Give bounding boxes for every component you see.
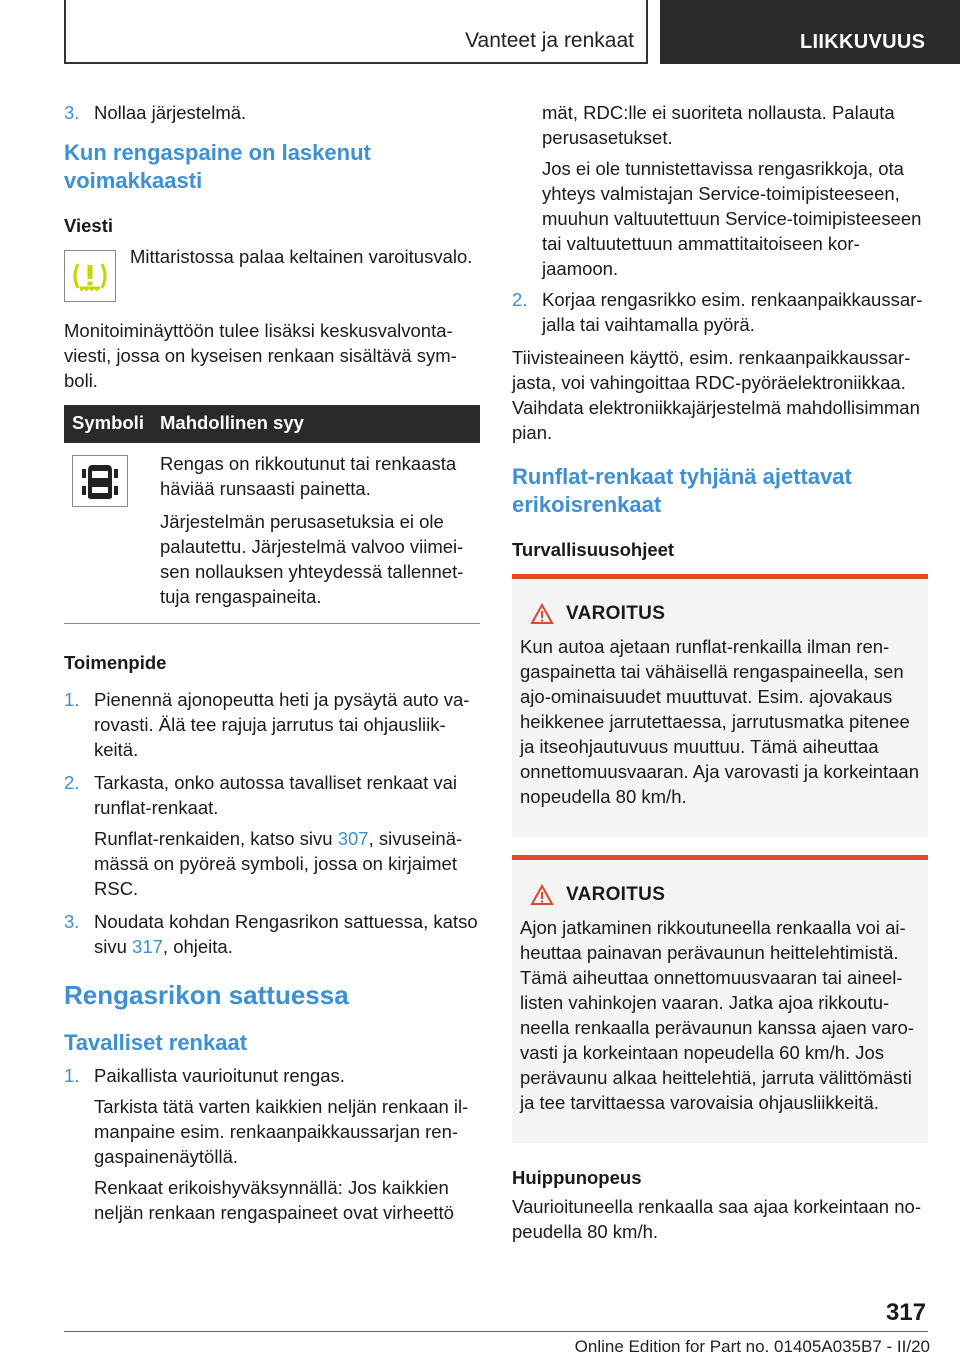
list-item <box>64 909 480 959</box>
warning-box <box>512 574 928 837</box>
list-number: 1. <box>64 1065 80 1086</box>
table-cell-cause <box>152 443 480 624</box>
message-row <box>64 246 480 302</box>
list-text: Tarkasta, onko autossa tavalliset renkaat vai runflat-renkaat. <box>94 772 457 818</box>
list-item <box>64 1063 480 1225</box>
text-fragment: Runflat-renkaiden, katso sivu <box>94 828 338 849</box>
list-number: 3. <box>64 102 80 123</box>
list-number: 3. <box>64 911 80 932</box>
list-item-continued <box>512 100 928 281</box>
table-row <box>64 443 480 624</box>
tpms-warning-icon <box>64 250 116 302</box>
edition-text: Online Edition for Part no. 01405A035B7 - II/20 <box>574 1337 930 1356</box>
warning-title: VAROITUS <box>566 603 666 624</box>
car-tire-icon <box>72 455 128 507</box>
left-column <box>64 100 480 1233</box>
warning-header <box>520 882 920 907</box>
cause-text-2: Järjestelmän perusasetuksia ei ole palautettu. Järjestelmä valvoo viimeisen nollauksen yhteydessä tallennettuja rengaspaineita. <box>160 511 464 607</box>
subheading-safety: Turvallisuusohjeet <box>512 539 675 560</box>
maxspeed-text: Vaurioituneella renkaalla saa ajaa korkeintaan nopeudella 80 km/h. <box>512 1196 921 1242</box>
warning-text: Ajon jatkaminen rikkoutuneella renkaalla voi aiheuttaa painavan perävaunun heittelehtimistä. Tämä aiheuttaa onnettomuusvaaran tai aineellisten vahinkojen vaaran. Jatka ajoa rikkoutuneella renkaalla perävaunun kanssa ajaen varovasti ja korkeintaan nopeudella 60 km/h. Jos perävaunu alkaa heittelehtiä, jarruta välittömästi ja tee tarvittaessa varovaisia ohjausliikkeitä. <box>520 917 914 1113</box>
text-fragment: Noudata kohdan Rengasrikon sattuessa, katso sivu <box>94 911 478 957</box>
warning-text: Kun autoa ajetaan runflat-renkailla ilman rengaspainetta tai vähäisellä rengaspaineella, sen ajo-ominaisuudet muuttuvat. Esim. ajovakaus heikkenee jarrutettaessa, jarrutusmatka pitenee ja itseohjautuvuus muuttuu. Tämä aiheuttaa onnettomuusvaaran. Aja varovasti ja korkeintaan nopeudella 80 km/h. <box>520 636 920 807</box>
list-text: Paikallista vaurioitunut rengas. <box>94 1065 345 1086</box>
section-heading: Runflat-renkaat tyhjänä ajettavat erikoisrenkaat <box>512 464 852 517</box>
list-number: 2. <box>64 772 80 793</box>
section-heading: Tavalliset renkaat <box>64 1030 248 1055</box>
list-subtext: Jos ei ole tunnistettavissa rengasrikkoja, ota yhteys valmistajan Service-toimipisteeseen, muuhun valtuutettuun Service-toimipisteeseen tai valtuutettuun ammattitaitoiseen korjaamoon. <box>542 158 922 279</box>
list-subtext: Tarkista tätä varten kaikkien neljän renkaan ilmanpaine esim. renkaanpaikkaussarjan rengaspainenäytöllä. <box>94 1096 469 1167</box>
warning-box <box>512 855 928 1143</box>
message-text: Mittaristossa palaa keltainen varoitusvalo. <box>130 246 473 267</box>
page-link[interactable]: 307 <box>337 828 369 849</box>
cause-text-1: Rengas on rikkoutunut tai renkaasta häviää runsaasti painetta. <box>160 453 457 499</box>
list-text: Nollaa järjestelmä. <box>94 102 247 123</box>
list-text: Korjaa rengasrikko esim. renkaanpaikkaussarjalla tai vaihtamalla pyörä. <box>542 289 923 335</box>
text-fragment: , sivuseinämässä on pyöreä symboli, jossa on kirjaimet RSC. <box>94 828 463 899</box>
subheading-message: Viesti <box>64 215 114 236</box>
warning-header <box>520 601 920 626</box>
warning-title: VAROITUS <box>566 884 666 905</box>
page-header <box>0 0 960 66</box>
list-item <box>64 770 480 901</box>
table-header-cause: Mahdollinen syy <box>152 405 480 443</box>
subheading-maxspeed: Huippunopeus <box>512 1167 642 1188</box>
section-heading: Kun rengaspaine on laskenut voimakkaasti <box>64 140 371 193</box>
list-subtext: Renkaat erikoishyväksynnällä: Jos kaikkien neljän renkaan rengaspaineet ovat virheettö <box>94 1177 454 1223</box>
monitor-text: Monitoiminäyttöön tulee lisäksi keskusvalvontaviesti, jossa on kyseisen renkaan sisältävä symboli. <box>64 320 457 391</box>
sealant-text: Tiivisteaineen käyttö, esim. renkaanpaikkaussarjasta, voi vahingoittaa RDC-pyöräelektroniikkaa. Vaihdata elektroniikkajärjestelmä mahdollisimman pian. <box>512 347 920 443</box>
list-number: 2. <box>512 289 528 310</box>
list-item <box>64 687 480 762</box>
page-number: 317 <box>885 1299 926 1326</box>
list-number: 1. <box>64 689 80 710</box>
table-header-symbol: Symboli <box>64 405 152 443</box>
chapter-title: LIIKKUVUUS <box>660 0 960 64</box>
warning-triangle-icon <box>530 884 554 906</box>
text-fragment: , ohjeita. <box>162 936 233 957</box>
list-item <box>512 287 928 337</box>
table-cell-symbol <box>64 443 152 624</box>
list-text: Pienennä ajonopeutta heti ja pysäytä auto varovasti. Älä tee rajuja jarrutus tai ohjausliikkeitä. <box>94 689 470 760</box>
list-subtext <box>94 826 480 901</box>
list-text <box>94 909 480 959</box>
chapter-heading: Rengasrikon sattuessa <box>64 980 349 1010</box>
list-subtext: mät, RDC:lle ei suoriteta nollausta. Palauta perusasetukset. <box>542 102 895 148</box>
warning-triangle-icon <box>530 603 554 625</box>
list-item <box>64 100 480 125</box>
symbol-table <box>64 405 480 624</box>
footer-divider <box>64 1331 928 1332</box>
subheading-action: Toimenpide <box>64 652 167 673</box>
section-title: Vanteet ja renkaat <box>465 29 634 52</box>
right-column <box>512 100 928 1254</box>
page-link[interactable]: 317 <box>132 936 163 957</box>
